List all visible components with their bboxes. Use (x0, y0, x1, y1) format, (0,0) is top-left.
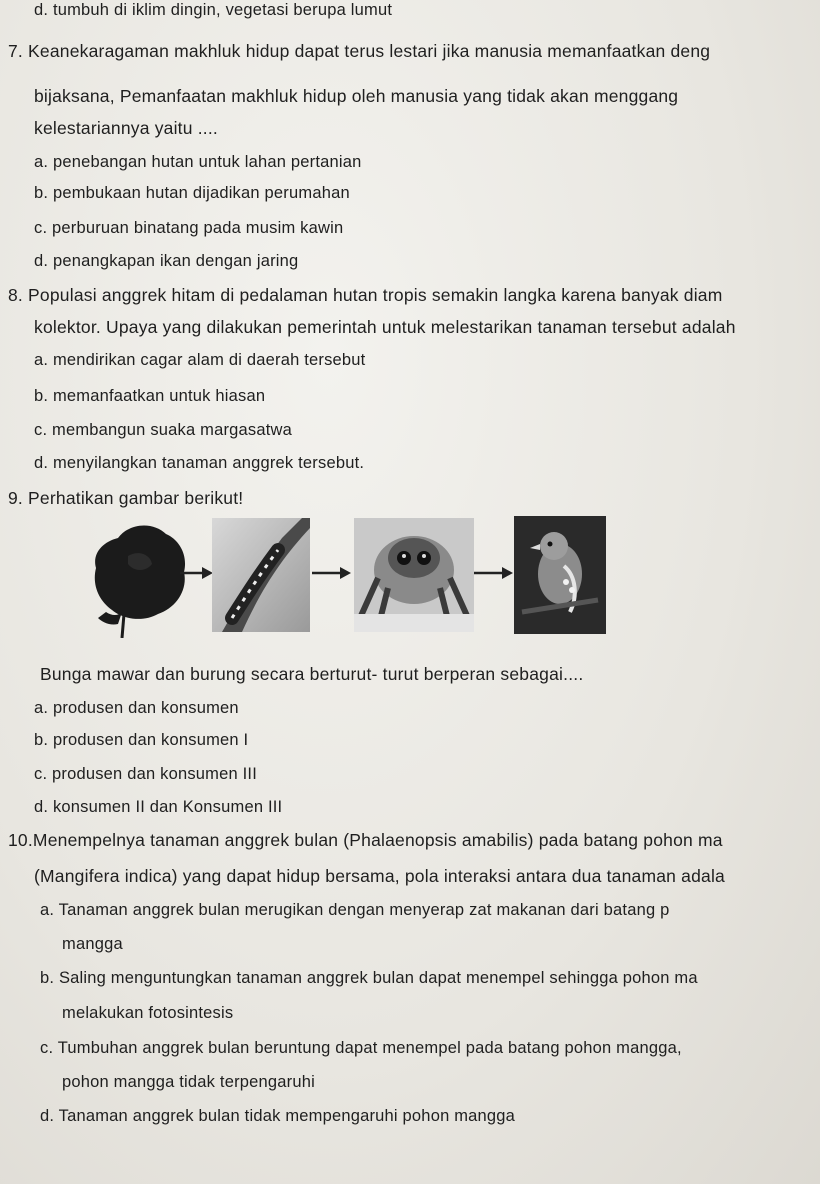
arrow-right-icon (312, 566, 352, 580)
q10-text-line2: (Mangifera indica) yang dapat hidup bersama, pola interaksi antara dua tanaman adala (34, 866, 725, 886)
q7-option-d[interactable]: d. penangkapan ikan dengan jaring (34, 252, 299, 270)
q10-option-d[interactable]: d. Tanaman anggrek bulan tidak mempengaruhi pohon mangga (40, 1107, 516, 1125)
q10-option-a[interactable]: a. Tanaman anggrek bulan merugikan dengan menyerap zat makanan dari batang p (40, 901, 670, 919)
rose-image (88, 516, 192, 638)
q8-option-d[interactable]: d. menyilangkan tanaman anggrek tersebut. (34, 454, 365, 472)
q9-option-a[interactable]: a. produsen dan konsumen (34, 699, 239, 717)
q10-option-b[interactable]: b. Saling menguntungkan tanaman anggrek bulan dapat menempel sehingga pohon ma (40, 969, 698, 987)
q8-text-line2: kolektor. Upaya yang dilakukan pemerintah untuk melestarikan tanaman tersebut adalah (34, 317, 736, 337)
prev-option-d: d. tumbuh di iklim dingin, vegetasi berupa lumut (34, 1, 393, 19)
arrow-right-icon (180, 566, 214, 580)
q7-text-line1: 7. Keanekaragaman makhluk hidup dapat terus lestari jika manusia memanfaatkan deng (8, 41, 711, 61)
q9-option-b[interactable]: b. produsen dan konsumen I (34, 731, 249, 749)
q7-text-line2: bijaksana, Pemanfaatan makhluk hidup oleh manusia yang tidak akan menggang (34, 86, 679, 106)
caterpillar-image (212, 518, 310, 632)
q9-option-c[interactable]: c. produsen dan konsumen III (34, 765, 257, 783)
q10-text-line1: 10.Menempelnya tanaman anggrek bulan (Phalaenopsis amabilis) pada batang pohon ma (8, 830, 723, 850)
q7-text-line3: kelestariannya yaitu .... (34, 118, 218, 138)
q10-option-b-cont: melakukan fotosintesis (62, 1004, 234, 1022)
q10-option-a-cont: mangga (62, 935, 123, 953)
q7-option-a[interactable]: a. penebangan hutan untuk lahan pertanian (34, 153, 362, 171)
food-chain-figure (88, 512, 608, 638)
q9-question: Bunga mawar dan burung secara berturut- turut berperan sebagai.... (40, 664, 584, 684)
q7-option-c[interactable]: c. perburuan binatang pada musim kawin (34, 219, 344, 237)
bird-image (514, 516, 606, 634)
spider-image (354, 518, 474, 632)
q8-option-a[interactable]: a. mendirikan cagar alam di daerah tersebut (34, 351, 366, 369)
q8-text-line1: 8. Populasi anggrek hitam di pedalaman hutan tropis semakin langka karena banyak diam (8, 285, 723, 305)
arrow-right-icon (474, 566, 514, 580)
q7-option-b[interactable]: b. pembukaan hutan dijadikan perumahan (34, 184, 350, 202)
q10-option-c-cont: pohon mangga tidak terpengaruhi (62, 1073, 315, 1091)
q9-option-d[interactable]: d. konsumen II dan Konsumen III (34, 798, 283, 816)
q9-text-line1: 9. Perhatikan gambar berikut! (8, 488, 244, 508)
q8-option-b[interactable]: b. memanfaatkan untuk hiasan (34, 387, 266, 405)
q10-option-c[interactable]: c. Tumbuhan anggrek bulan beruntung dapat menempel pada batang pohon mangga, (40, 1039, 682, 1057)
q8-option-c[interactable]: c. membangun suaka margasatwa (34, 421, 293, 439)
